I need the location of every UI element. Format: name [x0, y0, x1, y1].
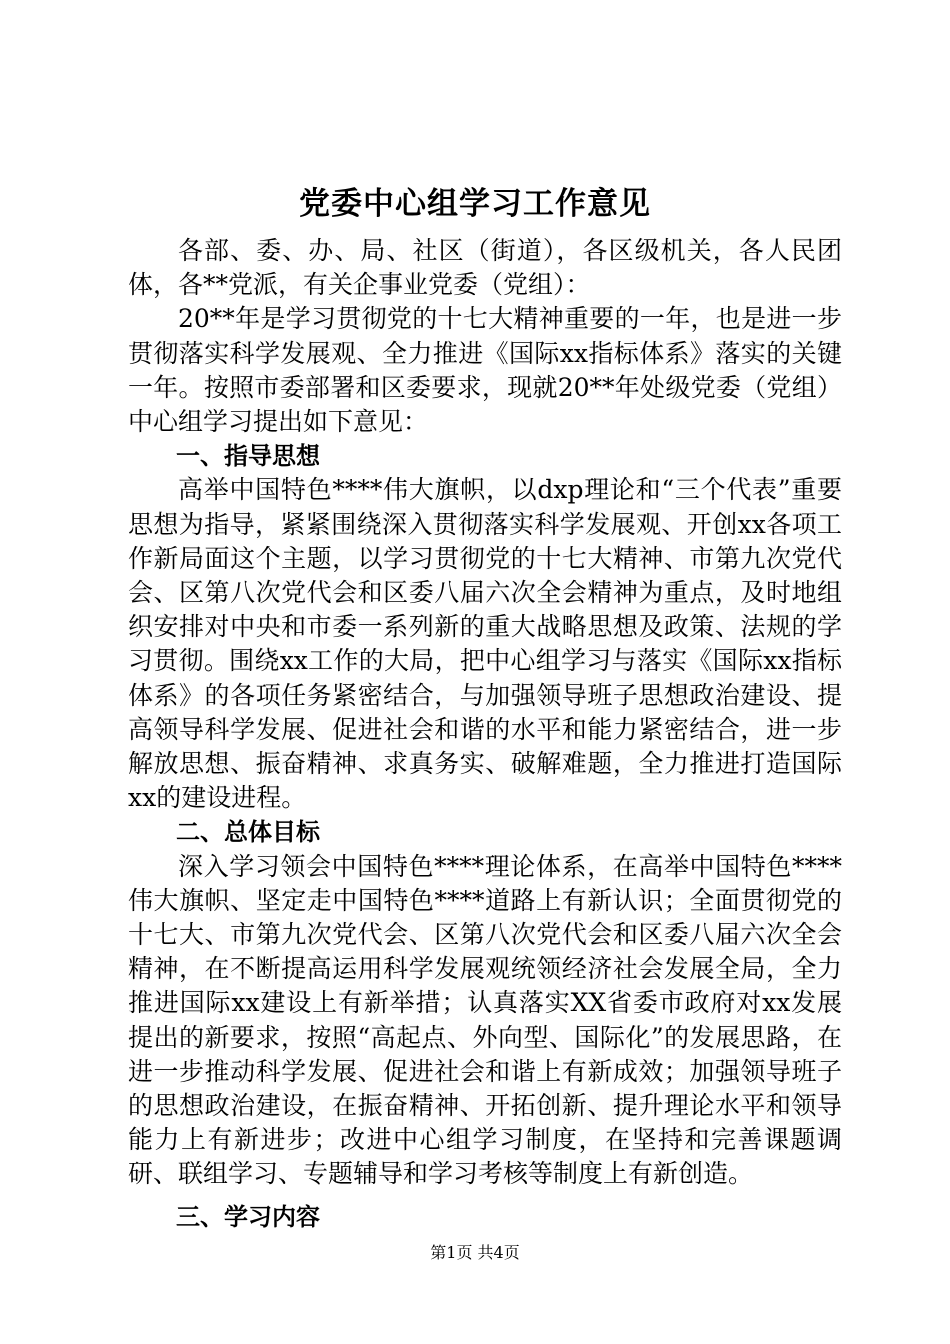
section-heading-overall-goals: 二、总体目标	[176, 818, 320, 847]
intro-paragraph: 20**年是学习贯彻党的十七大精神重要的一年，也是进一步贯彻落实科学发展观、全力推进《国际xx指标体系》落实的关键一年。按照市委部署和区委要求，现就20**年处级党委（党组）中心组学习提出如下意见：	[128, 304, 842, 437]
section-heading-guiding-ideology: 一、指导思想	[176, 442, 320, 471]
salutation-paragraph: 各部、委、办、局、社区（街道），各区级机关，各人民团体，各**党派，有关企事业党委（党组）：	[128, 236, 842, 300]
document-title: 党委中心组学习工作意见	[299, 186, 651, 222]
document-body	[128, 234, 842, 1234]
section-heading-study-content: 三、学习内容	[176, 1202, 320, 1231]
page-footer: 第1页 共4页	[430, 1243, 520, 1262]
section-text-guiding-ideology: 高举中国特色****伟大旗帜，以dxp理论和“三个代表”重要思想为指导，紧紧围绕深入贯彻落实科学发展观、开创xx各项工作新局面这个主题，以学习贯彻党的十七大精神、市第九次党代会、区第八次党代会和区委八届六次全会精神为重点，及时地组织安排对中央和市委一系列新的重大战略思想及政策、法规的学习贯彻。围绕xx工作的大局，把中心组学习与落实《国际xx指标体系》的各项任务紧密结合，与加强领导班子思想政治建设、提高领导科学发展、促进社会和谐的水平和能力紧密结合，进一步解放思想、振奋精神、求真务实、破解难题，全力推进打造国际xx的建设进程。	[128, 475, 842, 813]
section-text-overall-goals: 深入学习领会中国特色****理论体系，在高举中国特色****伟大旗帜、坚定走中国特色****道路上有新认识；全面贯彻党的十七大、市第九次党代会、区第八次党代会和区委八届六次全会精神，在不断提高运用科学发展观统领经济社会发展全局，全力推进国际xx建设上有新举措；认真落实XX省委市政府对xx发展提出的新要求，按照“高起点、外向型、国际化”的发展思路，在进一步推动科学发展、促进社会和谐上有新成效；加强领导班子的思想政治建设，在振奋精神、开拓创新、提升理论水平和领导能力上有新进步；改进中心组学习制度，在坚持和完善课题调研、联组学习、专题辅导和学习考核等制度上有新创造。	[128, 851, 842, 1189]
